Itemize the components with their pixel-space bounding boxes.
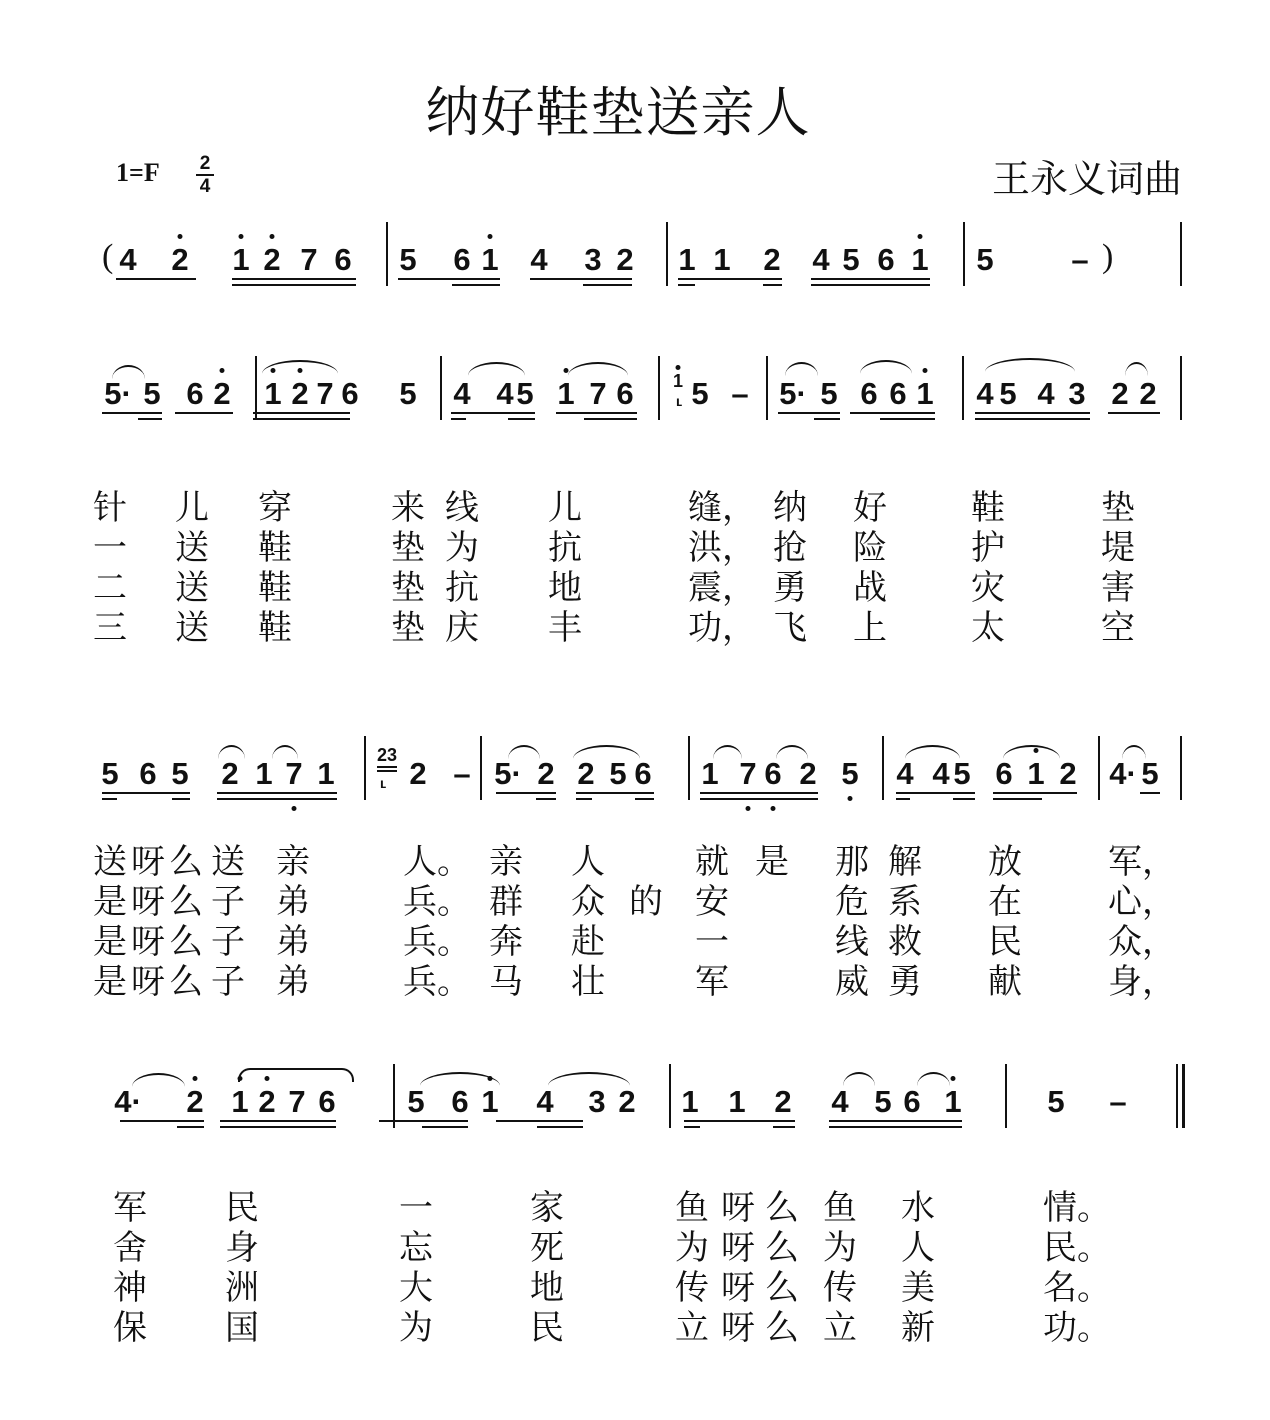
note: 1 — [481, 242, 499, 277]
lyric-syllable: 家 — [530, 1188, 564, 1228]
note: 1 — [317, 756, 335, 791]
lyric-syllable: 呀 — [131, 882, 165, 922]
lyric-syllable: 送 — [211, 842, 245, 882]
note: 5 — [999, 376, 1017, 411]
lyric-syllable: 垫 — [391, 568, 425, 608]
lyric-syllable: 子 — [211, 962, 245, 1002]
lyric-syllable: 威 — [835, 962, 869, 1002]
lyric-syllable: 勇 — [888, 962, 922, 1002]
lyric-syllable: 就 — [695, 842, 729, 882]
note: 5· — [494, 756, 522, 791]
lyric-syllable: 保 — [113, 1308, 147, 1348]
note: 4 — [976, 376, 994, 411]
lyric-syllable: 兵。 — [403, 882, 471, 922]
lyric-syllable: 么 — [765, 1228, 799, 1268]
grace-note: 1 — [673, 371, 684, 391]
lyric-syllable: 来 — [391, 488, 425, 528]
lyric-syllable: 军 — [695, 962, 729, 1002]
lyric-syllable: 马 — [489, 962, 523, 1002]
note: 5 — [609, 756, 627, 791]
note: 5 — [842, 242, 860, 277]
note: 6 — [903, 1084, 921, 1119]
lyric-syllable: 鞋 — [971, 488, 1005, 528]
lyric-syllable: 呀 — [131, 842, 165, 882]
lyric-syllable: 送 — [93, 842, 127, 882]
lyric-syllable: 么 — [169, 842, 203, 882]
lyric-syllable: 系 — [888, 882, 922, 922]
lyric-syllable: 情。 — [1043, 1188, 1111, 1228]
lyric-syllable: 心， — [1108, 882, 1176, 922]
note: 1 — [264, 376, 282, 411]
lyric-syllable: 垫 — [391, 528, 425, 568]
lyric-syllable: 是 — [93, 922, 127, 962]
lyric-syllable: 么 — [169, 962, 203, 1002]
lyric-syllable: 送 — [175, 608, 209, 648]
lyric-syllable: 那 — [835, 842, 869, 882]
lyric-syllable: 地 — [548, 568, 582, 608]
lyric-syllable: 神 — [113, 1268, 147, 1308]
lyric-syllable: 抗 — [445, 568, 479, 608]
lyric-syllable: 身 — [225, 1228, 259, 1268]
lyric-syllable: 呀 — [131, 962, 165, 1002]
note: 5 — [1047, 1084, 1065, 1119]
note: 2 — [171, 242, 189, 277]
note: 7 — [316, 376, 334, 411]
note: 1 — [231, 1084, 249, 1119]
note: 7 — [285, 756, 303, 791]
note: 2 — [763, 242, 781, 277]
note: 2 — [537, 756, 555, 791]
lyric-syllable: 立 — [675, 1308, 709, 1348]
note: 5 — [171, 756, 189, 791]
lyric-syllable: 三 — [93, 608, 127, 648]
lyric-syllable: 新 — [901, 1308, 935, 1348]
note: 4 — [453, 376, 471, 411]
lyric-syllable: 死 — [530, 1228, 564, 1268]
lyric-syllable: 一 — [93, 528, 127, 568]
lyric-syllable: 鞋 — [258, 528, 292, 568]
lyric-syllable: 是 — [755, 842, 789, 882]
note: 5 — [691, 376, 709, 411]
lyric-syllable: 兵。 — [403, 922, 471, 962]
note: 1 — [1027, 756, 1045, 791]
lyric-syllable: 子 — [211, 882, 245, 922]
lyric-syllable: 线 — [445, 488, 479, 528]
lyric-syllable: 传 — [823, 1268, 857, 1308]
lyric-syllable: 鱼 — [823, 1188, 857, 1228]
note: 1 — [944, 1084, 962, 1119]
lyric-syllable: 呀 — [721, 1188, 755, 1228]
note: 5 — [953, 756, 971, 791]
note: 4· — [114, 1084, 142, 1119]
note: 4 — [932, 756, 950, 791]
note: 1 — [916, 376, 934, 411]
note: 5· — [104, 376, 132, 411]
note: 4 — [1037, 376, 1055, 411]
lyric-syllable: 亲 — [276, 842, 310, 882]
lyric-syllable: 庆 — [445, 608, 479, 648]
note: 2 — [409, 756, 427, 791]
lyric-syllable: 民 — [988, 922, 1022, 962]
note: 3 — [584, 242, 602, 277]
lyric-syllable: 名。 — [1043, 1268, 1111, 1308]
note: 1 — [255, 756, 273, 791]
note: 4 — [530, 242, 548, 277]
lyric-syllable: 飞 — [773, 608, 807, 648]
lyric-syllable: 勇 — [773, 568, 807, 608]
composer-credit: 王永义词曲 — [991, 157, 1182, 201]
note: 2 — [1059, 756, 1077, 791]
parenthesis: ) — [1102, 238, 1114, 275]
note: 6 — [877, 242, 895, 277]
lyric-syllable: 上 — [853, 608, 887, 648]
note: 6 — [634, 756, 652, 791]
lyric-syllable: 丰 — [548, 608, 582, 648]
note: 6 — [334, 242, 352, 277]
note: 5 — [516, 376, 534, 411]
note: 1 — [481, 1084, 499, 1119]
note: 1 — [713, 242, 731, 277]
lyric-syllable: 抢 — [773, 528, 807, 568]
lyric-syllable: 子 — [211, 922, 245, 962]
lyric-syllable: 解 — [888, 842, 922, 882]
lyric-syllable: 么 — [765, 1188, 799, 1228]
lyric-syllable: 针 — [93, 488, 127, 528]
lyric-syllable: 人 — [901, 1228, 935, 1268]
key-signature: 1=F — [116, 158, 160, 187]
lyric-syllable: 抗 — [548, 528, 582, 568]
note: 7 — [288, 1084, 306, 1119]
lyric-syllable: 么 — [169, 922, 203, 962]
lyric-syllable: 舍 — [113, 1228, 147, 1268]
lyric-syllable: 美 — [901, 1268, 935, 1308]
lyric-syllable: 太 — [971, 608, 1005, 648]
lyric-syllable: 众 — [571, 882, 605, 922]
note: 1 — [678, 242, 696, 277]
lyric-syllable: 国 — [225, 1308, 259, 1348]
time-signature-denominator: 4 — [199, 176, 211, 197]
lyric-syllable: 放 — [988, 842, 1022, 882]
note: 1 — [557, 376, 575, 411]
lyric-syllable: 传 — [675, 1268, 709, 1308]
note: 6 — [860, 376, 878, 411]
note: 2 — [291, 376, 309, 411]
note: 5 — [874, 1084, 892, 1119]
lyric-syllable: 护 — [971, 528, 1005, 568]
lyric-syllable: 鞋 — [258, 608, 292, 648]
lyric-syllable: 线 — [835, 922, 869, 962]
lyric-syllable: 人。 — [403, 842, 471, 882]
note: 6 — [451, 1084, 469, 1119]
lyric-syllable: 一 — [695, 922, 729, 962]
lyric-syllable: 垫 — [391, 608, 425, 648]
lyric-syllable: 儿 — [548, 488, 582, 528]
lyric-syllable: 赴 — [571, 922, 605, 962]
note: 1 — [701, 756, 719, 791]
lyric-syllable: 震， — [688, 568, 756, 608]
lyric-syllable: 功， — [688, 608, 756, 648]
note: 2 — [221, 756, 239, 791]
lyric-syllable: 送 — [175, 568, 209, 608]
lyric-syllable: 军 — [113, 1188, 147, 1228]
lyric-syllable: 众， — [1108, 922, 1176, 962]
note: 4 — [496, 376, 514, 411]
lyric-syllable: 呀 — [721, 1308, 755, 1348]
note: 6 — [341, 376, 359, 411]
note: 6 — [616, 376, 634, 411]
note: – — [453, 756, 471, 791]
note: 7 — [589, 376, 607, 411]
note: 5 — [841, 756, 859, 791]
lyric-syllable: 危 — [835, 882, 869, 922]
note: 4 — [812, 242, 830, 277]
note: 2 — [258, 1084, 276, 1119]
lyric-syllable: 身， — [1108, 962, 1176, 1002]
note: 2 — [616, 242, 634, 277]
lyric-syllable: 忘 — [399, 1228, 433, 1268]
lyric-syllable: 亲 — [489, 842, 523, 882]
lyric-syllable: 在 — [988, 882, 1022, 922]
note: 6 — [889, 376, 907, 411]
note: 1 — [232, 242, 250, 277]
note: 3 — [1068, 376, 1086, 411]
note: 5 — [399, 376, 417, 411]
lyric-syllable: 垫 — [1101, 488, 1135, 528]
lyric-syllable: 为 — [823, 1228, 857, 1268]
lyric-syllable: 鱼 — [675, 1188, 709, 1228]
note: 2 — [263, 242, 281, 277]
lyric-syllable: 送 — [175, 528, 209, 568]
lyric-syllable: 么 — [765, 1308, 799, 1348]
note: 6 — [764, 756, 782, 791]
note: 3 — [588, 1084, 606, 1119]
lyric-syllable: 军， — [1108, 842, 1176, 882]
lyric-syllable: 的 — [629, 882, 663, 922]
lyric-syllable: 好 — [853, 488, 887, 528]
note: 4 — [119, 242, 137, 277]
note: 5 — [407, 1084, 425, 1119]
lyric-syllable: 战 — [853, 568, 887, 608]
lyric-syllable: 缝， — [688, 488, 756, 528]
note: 6 — [186, 376, 204, 411]
parenthesis: ( — [102, 238, 114, 275]
grace-hook: ʟ — [676, 393, 683, 409]
lyric-syllable: 空 — [1101, 608, 1135, 648]
note: 4 — [896, 756, 914, 791]
note: 5 — [820, 376, 838, 411]
note: 4· — [1109, 756, 1137, 791]
lyric-syllable: 是 — [93, 962, 127, 1002]
lyric-syllable: 群 — [489, 882, 523, 922]
note: 6 — [995, 756, 1013, 791]
lyric-syllable: 鞋 — [258, 568, 292, 608]
lyric-syllable: 功。 — [1043, 1308, 1111, 1348]
lyric-syllable: 兵。 — [403, 962, 471, 1002]
lyric-syllable: 奔 — [489, 922, 523, 962]
lyric-syllable: 地 — [530, 1268, 564, 1308]
lyric-syllable: 水 — [901, 1188, 935, 1228]
lyric-syllable: 弟 — [276, 962, 310, 1002]
lyric-syllable: 一 — [399, 1188, 433, 1228]
lyric-syllable: 立 — [823, 1308, 857, 1348]
lyric-syllable: 民。 — [1043, 1228, 1111, 1268]
note: 2 — [799, 756, 817, 791]
note: 2 — [213, 376, 231, 411]
note: 2 — [1111, 376, 1129, 411]
note: 5 — [143, 376, 161, 411]
note: 2 — [186, 1084, 204, 1119]
note: 1 — [911, 242, 929, 277]
lyric-syllable: 呀 — [721, 1268, 755, 1308]
note: 2 — [618, 1084, 636, 1119]
note: 5 — [101, 756, 119, 791]
note: 4 — [831, 1084, 849, 1119]
note: 6 — [453, 242, 471, 277]
lyric-syllable: 为 — [445, 528, 479, 568]
lyric-syllable: 儿 — [175, 488, 209, 528]
lyric-syllable: 为 — [675, 1228, 709, 1268]
note: 7 — [300, 242, 318, 277]
note: 7 — [739, 756, 757, 791]
lyric-syllable: 么 — [169, 882, 203, 922]
lyric-syllable: 洪， — [688, 528, 756, 568]
lyric-syllable: 弟 — [276, 922, 310, 962]
song-title: 纳好鞋垫送亲人 — [425, 81, 811, 144]
note: 2 — [774, 1084, 792, 1119]
lyric-syllable: 纳 — [773, 488, 807, 528]
lyric-syllable: 献 — [988, 962, 1022, 1002]
lyric-syllable: 安 — [695, 882, 729, 922]
lyric-syllable: 大 — [399, 1268, 433, 1308]
note: 6 — [139, 756, 157, 791]
note: 5 — [399, 242, 417, 277]
lyric-syllable: 么 — [765, 1268, 799, 1308]
lyric-syllable: 堤 — [1101, 528, 1135, 568]
lyric-syllable: 弟 — [276, 882, 310, 922]
lyric-syllable: 民 — [530, 1308, 564, 1348]
lyric-syllable: 害 — [1101, 568, 1135, 608]
lyric-syllable: 壮 — [571, 962, 605, 1002]
note: – — [731, 376, 749, 411]
lyric-syllable: 民 — [225, 1188, 259, 1228]
lyric-syllable: 穿 — [258, 488, 292, 528]
note: 1 — [728, 1084, 746, 1119]
grace-note: 23 — [377, 745, 398, 765]
note: 5 — [976, 242, 994, 277]
note: 1 — [681, 1084, 699, 1119]
lyric-syllable: 为 — [399, 1308, 433, 1348]
note: – — [1071, 242, 1089, 277]
grace-hook: ʟ — [380, 775, 387, 791]
lyric-syllable: 呀 — [131, 922, 165, 962]
lyric-syllable: 是 — [93, 882, 127, 922]
note: 2 — [577, 756, 595, 791]
note: 4 — [536, 1084, 554, 1119]
lyric-syllable: 呀 — [721, 1228, 755, 1268]
lyric-syllable: 二 — [93, 568, 127, 608]
note: 5· — [779, 376, 807, 411]
lyric-syllable: 险 — [853, 528, 887, 568]
note: 6 — [318, 1084, 336, 1119]
time-signature-numerator: 2 — [199, 153, 211, 174]
lyric-syllable: 救 — [888, 922, 922, 962]
note: – — [1109, 1084, 1127, 1119]
lyric-syllable: 洲 — [225, 1268, 259, 1308]
lyric-syllable: 人 — [571, 842, 605, 882]
note: 5 — [1141, 756, 1159, 791]
lyric-syllable: 灾 — [971, 568, 1005, 608]
note: 2 — [1139, 376, 1157, 411]
